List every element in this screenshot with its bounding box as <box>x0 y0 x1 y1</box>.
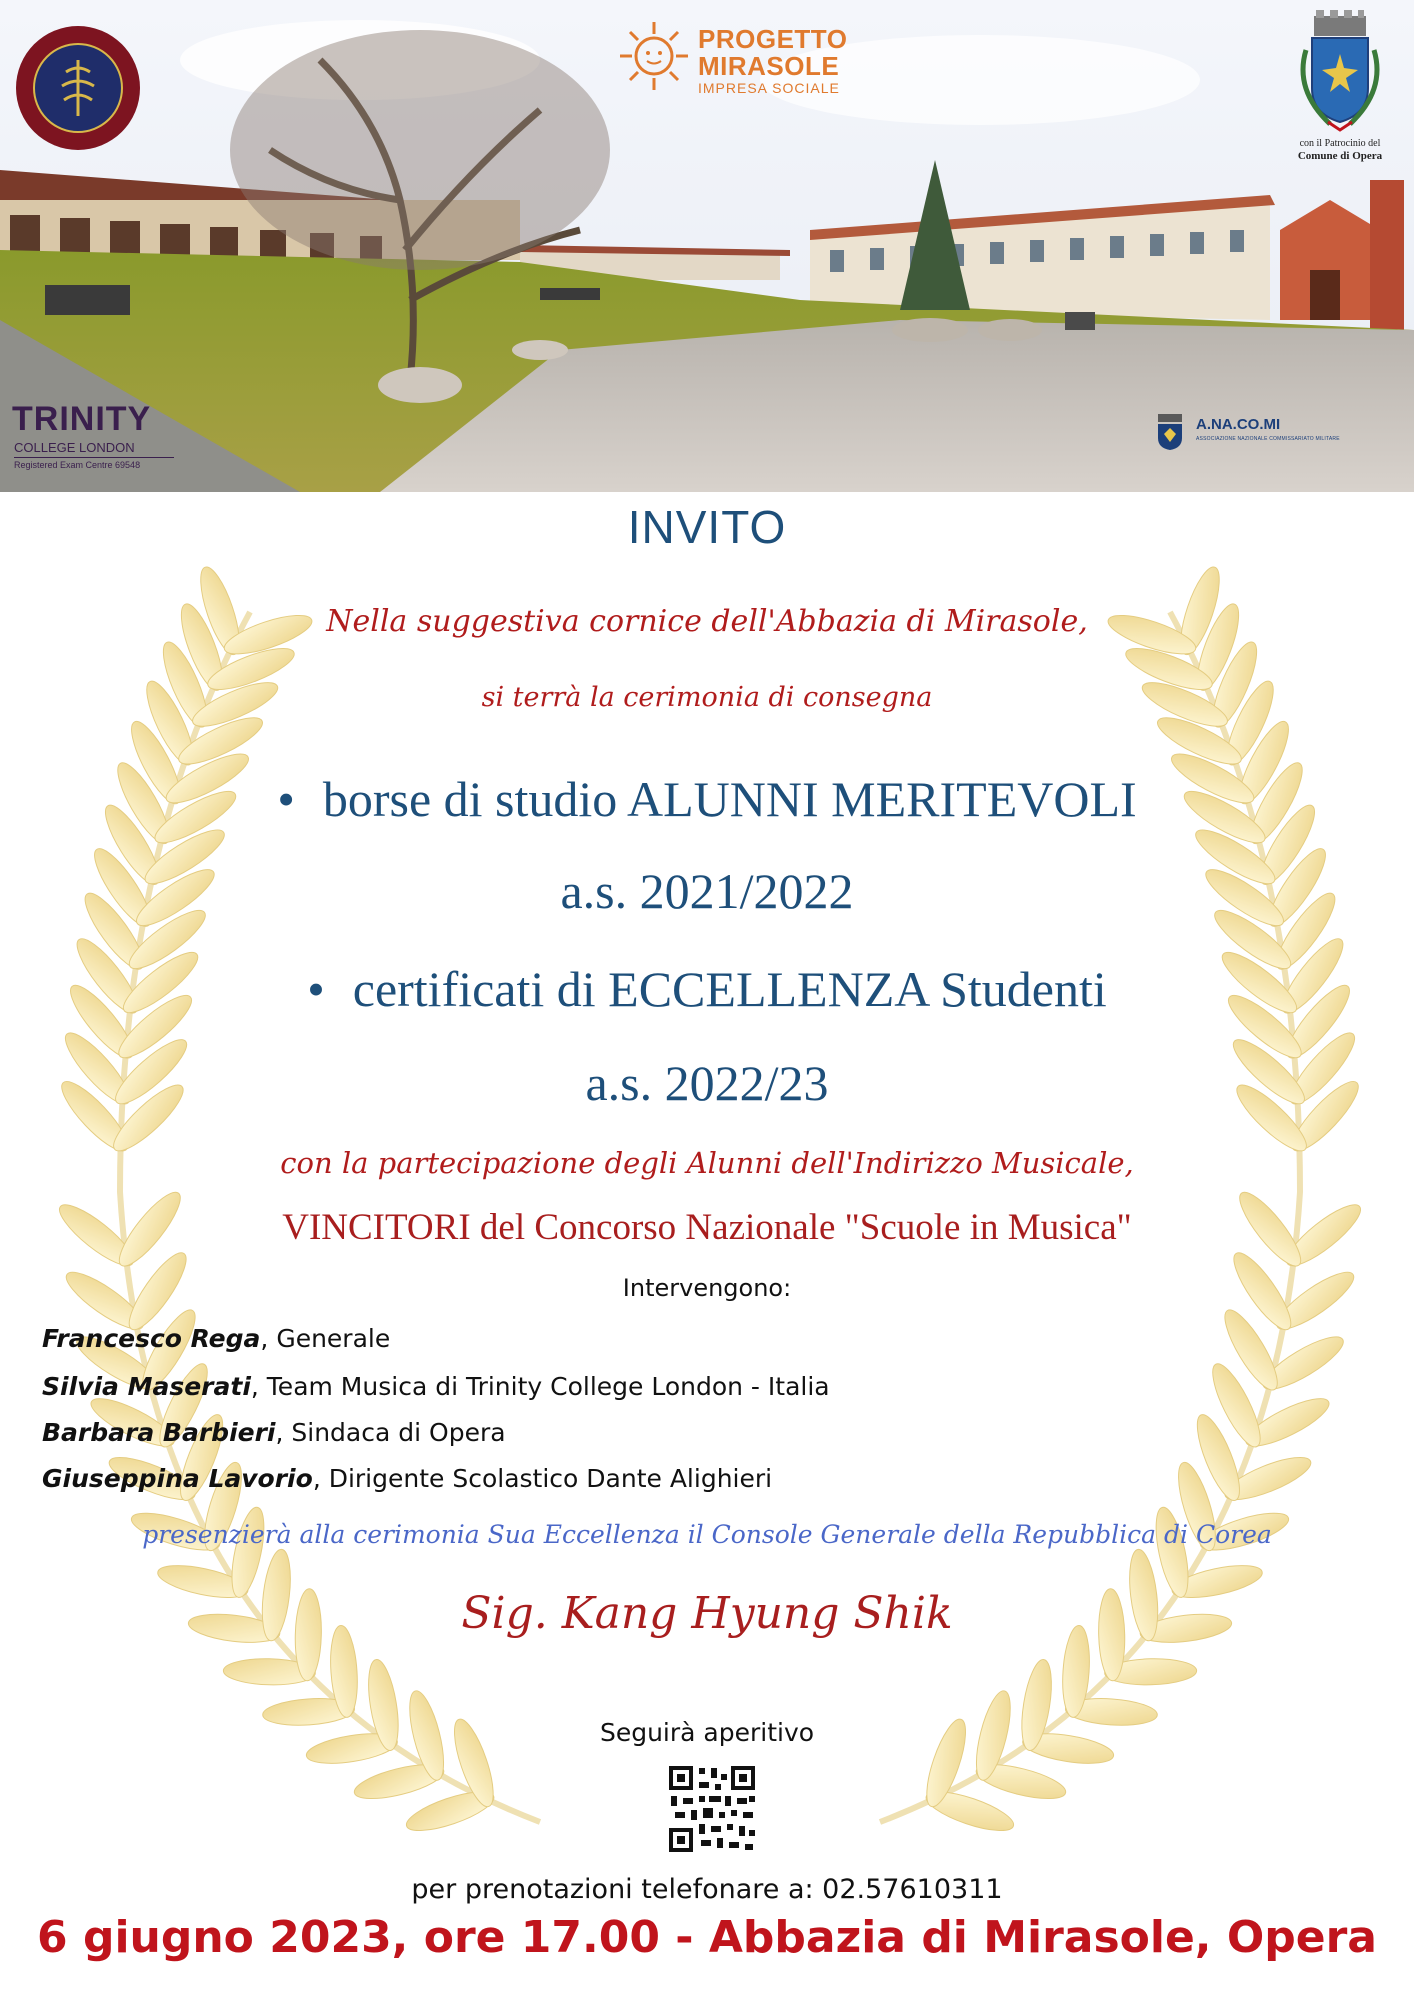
speaker-role: , Dirigente Scolastico Dante Alighieri <box>312 1464 773 1493</box>
speaker-name: Giuseppina Lavorio <box>42 1464 313 1493</box>
laurel-left-branch <box>52 563 540 1838</box>
trinity-subtitle: COLLEGE LONDON <box>14 440 135 455</box>
speaker-name: Barbara Barbieri <box>42 1418 276 1447</box>
award-item-text: borse di studio ALUNNI MERITEVOLI <box>322 771 1137 827</box>
comune-opera-logo <box>1280 10 1400 160</box>
anacomi-logo <box>1150 412 1340 452</box>
laurel-right-branch <box>880 563 1368 1838</box>
aperitivo-note: Seguirà aperitivo <box>599 1718 815 1747</box>
winners-line: VINCITORI del Concorso Nazionale "Scuole in Musica" <box>282 1207 1132 1248</box>
speaker-line <box>42 1418 506 1447</box>
mirasole-line2: MIRASOLE <box>698 51 840 81</box>
sun-icon <box>618 20 690 92</box>
trinity-college-logo <box>12 400 192 476</box>
award-item-scholarships <box>0 770 1414 828</box>
speaker-role: , Sindaca di Opera <box>275 1418 506 1447</box>
mirasole-title <box>698 26 847 80</box>
abbey-photo <box>0 0 1414 492</box>
school-logo <box>14 24 142 152</box>
anacomi-name: A.NA.CO.MI <box>1196 416 1281 433</box>
bullet-icon: • <box>307 961 325 1017</box>
coat-of-arms-icon <box>1280 10 1400 134</box>
award-year: a.s. 2022/23 <box>585 1055 829 1111</box>
award-item-certificates <box>0 960 1414 1018</box>
mirasole-line1: PROGETTO <box>698 24 848 54</box>
invito-title: INVITO <box>627 501 787 553</box>
intro-line2: si terrà la cerimonia di consegna <box>481 682 933 713</box>
comune-caption-line1: con il Patrocinio del <box>1299 138 1381 149</box>
award-year: a.s. 2021/2022 <box>560 863 854 919</box>
guest-name: Sig. Kang Hyung Shik <box>461 1588 953 1639</box>
award-item-text: certificati di ECCELLENZA Studenti <box>352 961 1107 1017</box>
mirasole-subtitle: IMPRESA SOCIALE <box>698 80 840 96</box>
event-date-location: 6 giugno 2023, ore 17.00 - Abbazia di Mirasole, Opera <box>37 1912 1377 1963</box>
trinity-divider <box>14 457 174 458</box>
speakers-heading: Intervengono: <box>622 1274 792 1302</box>
intro-line1: Nella suggestiva cornice dell'Abbazia di Mirasole, <box>326 604 1088 639</box>
booking-phone: per prenotazioni telefonare a: 02.57610311 <box>411 1874 1003 1905</box>
speaker-name: Silvia Maserati <box>42 1372 251 1401</box>
trinity-registration: Registered Exam Centre 69548 <box>14 460 141 470</box>
speaker-line <box>42 1372 830 1401</box>
qr-code-icon[interactable] <box>667 1764 757 1854</box>
speaker-role: , Generale <box>260 1324 391 1353</box>
trinity-name: TRINITY <box>12 400 152 438</box>
speaker-name: Francesco Rega <box>42 1324 261 1353</box>
comune-caption-line2: Comune di Opera <box>1297 150 1383 162</box>
speaker-line <box>42 1324 390 1353</box>
anacomi-subtitle: ASSOCIAZIONE NAZIONALE COMMISSARIATO MILITARE <box>1196 436 1340 442</box>
speaker-role: , Team Musica di Trinity College London - Italia <box>250 1372 830 1401</box>
progetto-mirasole-logo <box>618 20 858 96</box>
bullet-icon: • <box>277 771 295 827</box>
consul-announcement: presenzierà alla cerimonia Sua Eccellenza il Console Generale della Repubblica di Corea <box>142 1520 1272 1549</box>
speaker-line <box>42 1464 772 1493</box>
anacomi-crest-icon <box>1150 412 1190 452</box>
participation-line: con la partecipazione degli Alunni dell'Indirizzo Musicale, <box>280 1146 1134 1180</box>
